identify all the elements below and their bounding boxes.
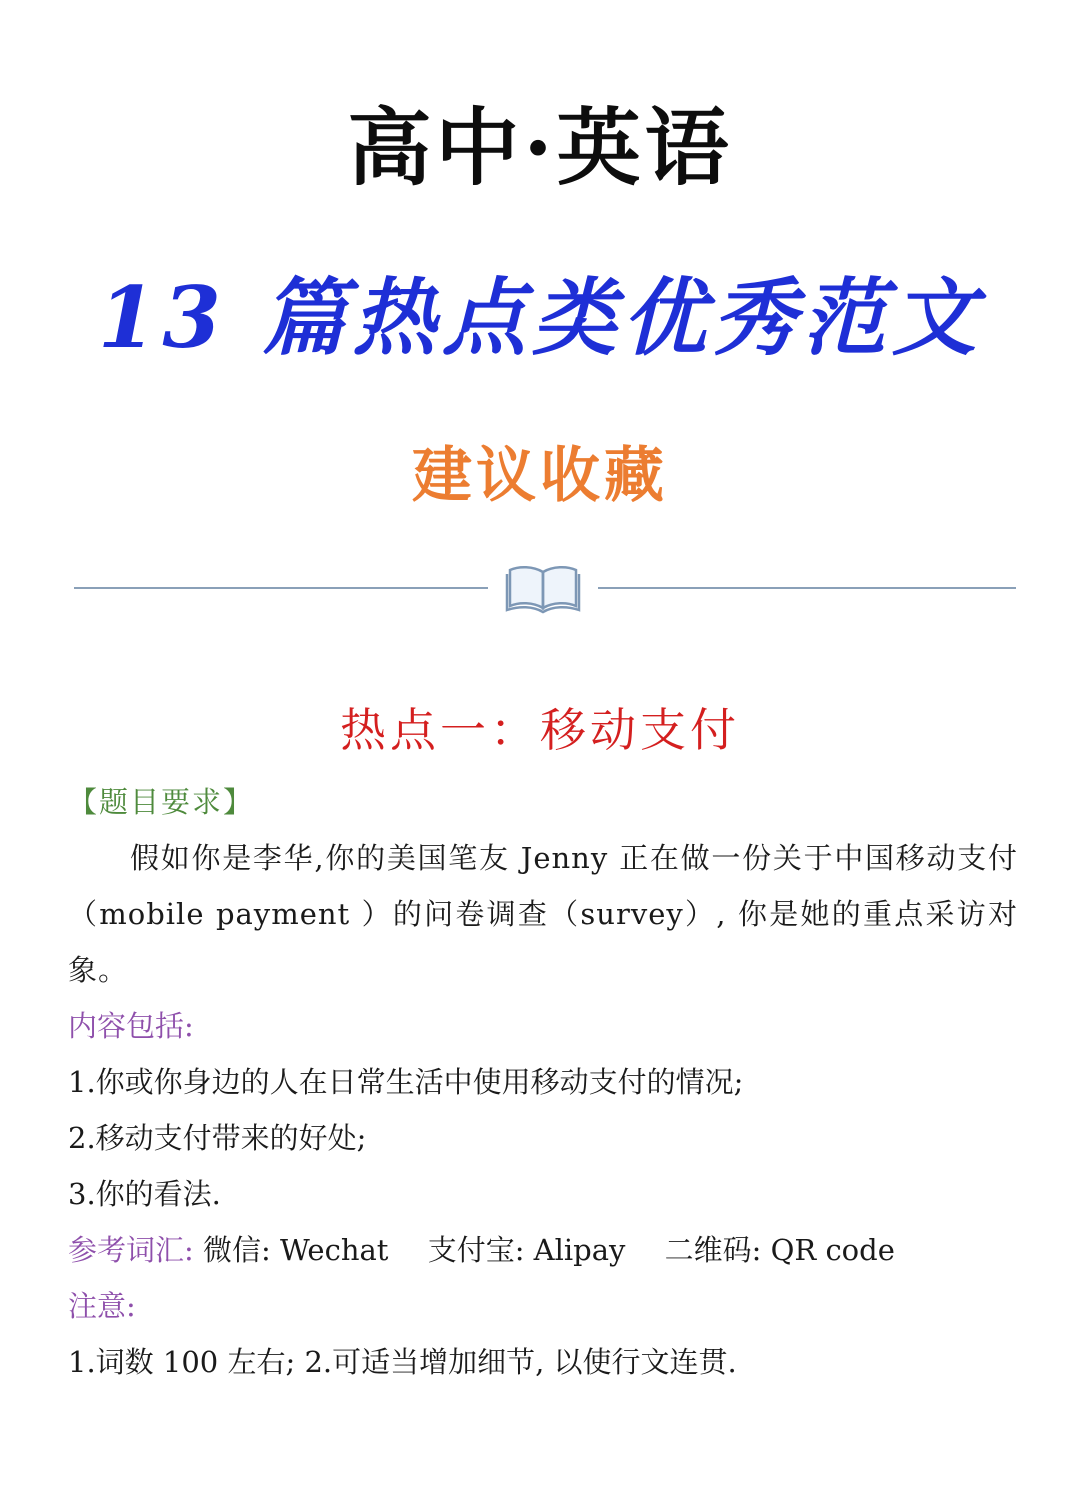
- requirement-label: 【题目要求】: [68, 785, 255, 819]
- save-recommendation: 建议收藏: [412, 441, 668, 511]
- content-label: 内容包括:: [68, 1009, 194, 1043]
- page-title: 高中·英语: [347, 98, 733, 197]
- content-point: 2.移动支付带来的好处;: [68, 1121, 367, 1155]
- vocab-item: 微信: Wechat: [203, 1233, 389, 1267]
- task-content: [68, 774, 1018, 1390]
- vocab-line: [68, 1222, 1018, 1278]
- vocab-label: 参考词汇:: [68, 1233, 194, 1267]
- vocab-item: 支付宝: Alipay: [427, 1233, 626, 1267]
- task-prompt: 假如你是李华,你的美国笔友 Jenny 正在做一份关于中国移动支付（mobile payment ）的问卷调查（survey）, 你是她的重点采访对象。: [68, 841, 1018, 987]
- page-subtitle: 13 篇热点类优秀范文: [97, 268, 983, 367]
- open-book-icon: [505, 562, 581, 614]
- content-point: 3.你的看法.: [68, 1177, 221, 1211]
- note-text: 1.词数 100 左右; 2.可适当增加细节, 以使行文连贯.: [68, 1345, 737, 1379]
- content-point: 1.你或你身边的人在日常生活中使用移动支付的情况;: [68, 1065, 744, 1099]
- divider-right: [598, 587, 1016, 589]
- note-label: 注意:: [68, 1289, 136, 1323]
- vocab-item: 二维码: QR code: [664, 1233, 895, 1267]
- hotspot-heading: 热点一：移动支付: [340, 703, 740, 757]
- divider-left: [74, 587, 488, 589]
